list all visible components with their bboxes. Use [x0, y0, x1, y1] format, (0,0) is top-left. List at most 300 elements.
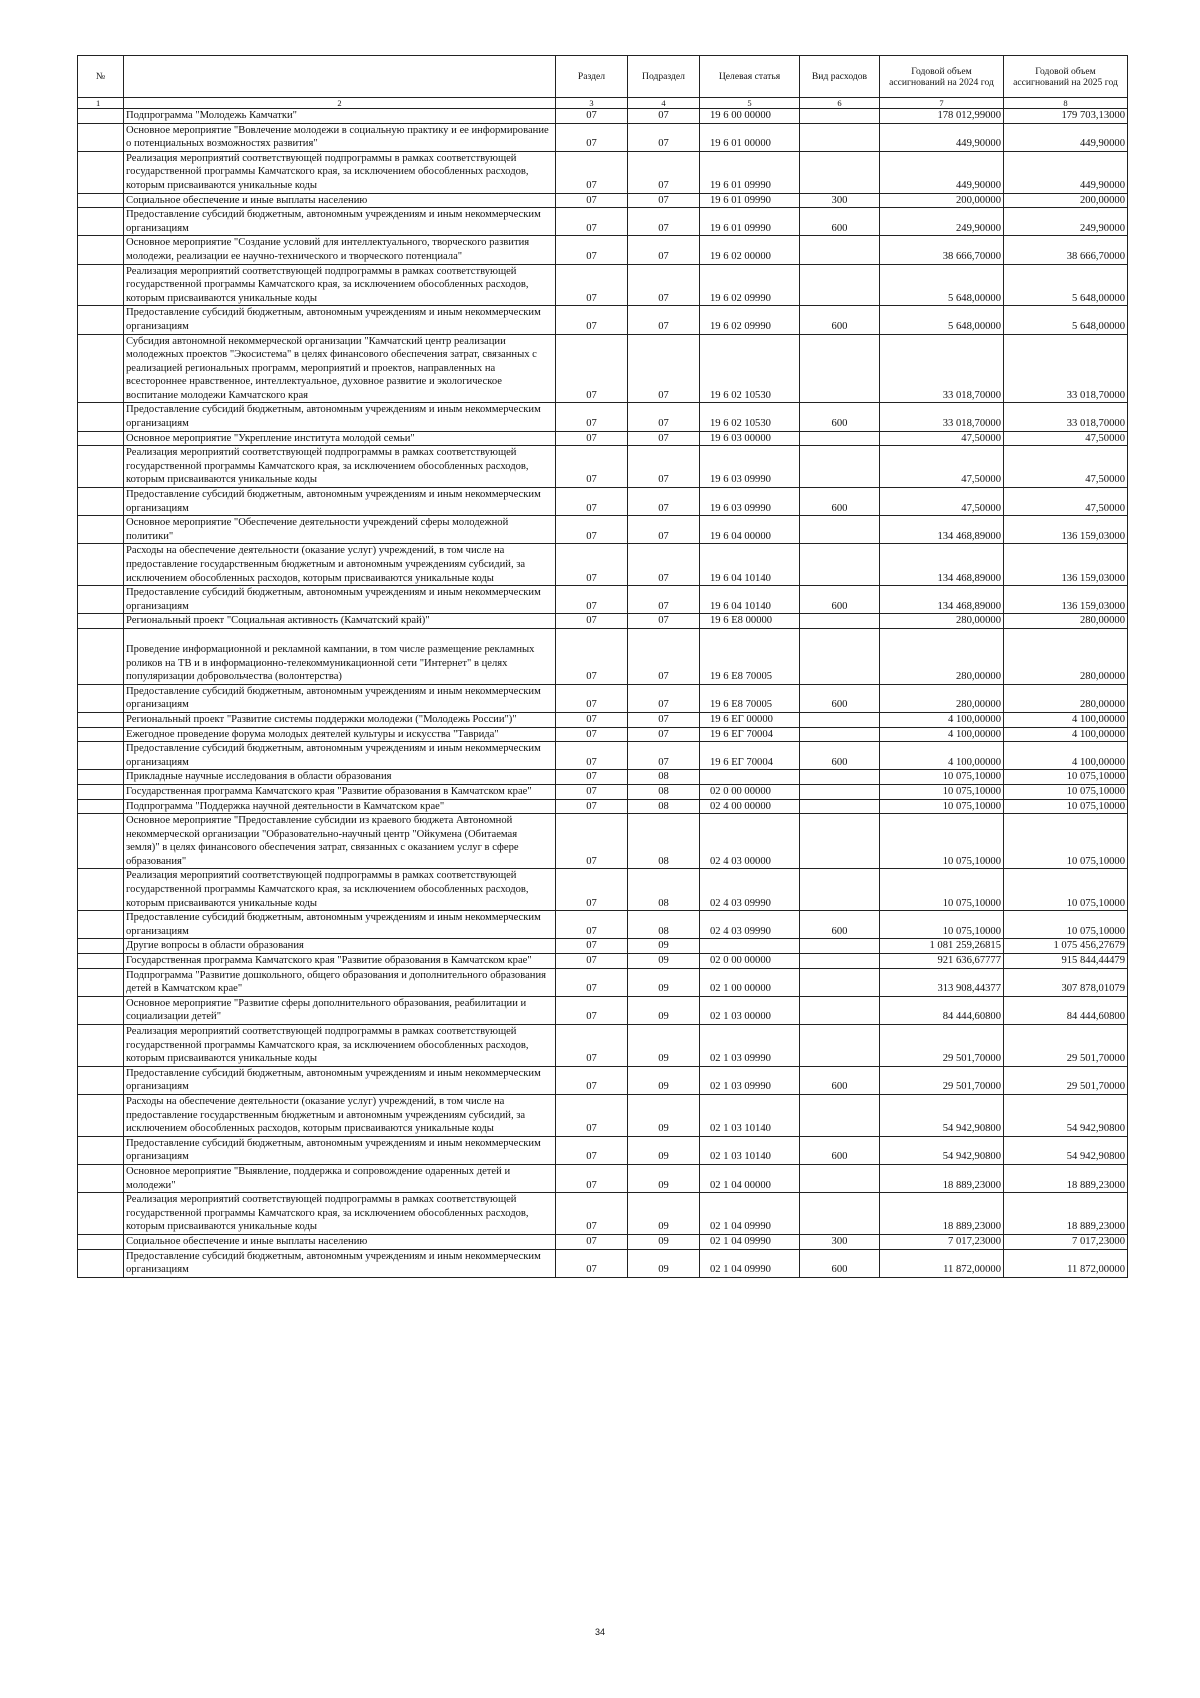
amount-2025-cell: 1 075 456,27679	[1004, 939, 1128, 954]
section-code-cell: 07	[556, 1193, 628, 1235]
row-number-cell	[78, 1094, 124, 1136]
amount-2024-cell: 4 100,00000	[880, 727, 1004, 742]
amount-2024-cell: 134 468,89000	[880, 544, 1004, 586]
amount-2024-cell: 10 075,10000	[880, 869, 1004, 911]
target-article-cell: 19 6 EГ 00000	[700, 712, 800, 727]
amount-2024-cell: 18 889,23000	[880, 1164, 1004, 1192]
header-section: Раздел	[556, 56, 628, 98]
table-row	[78, 799, 1128, 814]
target-article-cell	[700, 770, 800, 785]
row-name-cell: Предоставление субсидий бюджетным, автономным учреждениям и иным некоммерческим организациям	[124, 306, 556, 334]
expense-kind-cell: 600	[800, 208, 880, 236]
amount-2024-cell: 249,90000	[880, 208, 1004, 236]
amount-2025-cell: 136 159,03000	[1004, 516, 1128, 544]
amount-2025-cell: 38 666,70000	[1004, 236, 1128, 264]
expense-kind-cell: 600	[800, 911, 880, 939]
amount-2025-cell: 449,90000	[1004, 123, 1128, 151]
row-number-cell	[78, 712, 124, 727]
table-row	[78, 488, 1128, 516]
table-row	[78, 403, 1128, 431]
subsection-code-cell: 07	[628, 727, 700, 742]
row-name-cell: Основное мероприятие "Развитие сферы дополнительного образования, реабилитации и социализации детей"	[124, 996, 556, 1024]
expense-kind-cell: 600	[800, 742, 880, 770]
table-row	[78, 1025, 1128, 1067]
section-code-cell: 07	[556, 742, 628, 770]
table-row	[78, 814, 1128, 869]
subsection-code-cell: 09	[628, 1164, 700, 1192]
row-number-cell	[78, 968, 124, 996]
amount-2024-cell: 29 501,70000	[880, 1025, 1004, 1067]
row-name-cell: Ежегодное проведение форума молодых деятелей культуры и искусства "Таврида"	[124, 727, 556, 742]
amount-2024-cell: 134 468,89000	[880, 516, 1004, 544]
table-row	[78, 869, 1128, 911]
expense-kind-cell	[800, 712, 880, 727]
section-code-cell: 07	[556, 151, 628, 193]
row-number-cell	[78, 814, 124, 869]
target-article-cell	[700, 939, 800, 954]
amount-2025-cell: 449,90000	[1004, 151, 1128, 193]
table-row	[78, 742, 1128, 770]
expense-kind-cell: 600	[800, 403, 880, 431]
row-number-cell	[78, 516, 124, 544]
subsection-code-cell: 09	[628, 1136, 700, 1164]
amount-2025-cell: 10 075,10000	[1004, 814, 1128, 869]
expense-kind-cell: 600	[800, 306, 880, 334]
row-name-cell: Другие вопросы в области образования	[124, 939, 556, 954]
amount-2025-cell: 136 159,03000	[1004, 586, 1128, 614]
target-article-cell: 02 4 03 00000	[700, 814, 800, 869]
amount-2024-cell: 10 075,10000	[880, 770, 1004, 785]
amount-2025-cell: 18 889,23000	[1004, 1193, 1128, 1235]
section-code-cell: 07	[556, 334, 628, 403]
row-number-cell	[78, 684, 124, 712]
target-article-cell: 19 6 02 10530	[700, 403, 800, 431]
subsection-code-cell: 09	[628, 1025, 700, 1067]
subsection-code-cell: 07	[628, 684, 700, 712]
table-row	[78, 1193, 1128, 1235]
target-article-cell: 19 6 04 00000	[700, 516, 800, 544]
target-article-cell: 02 1 04 09990	[700, 1249, 800, 1277]
row-number-cell	[78, 911, 124, 939]
table-row	[78, 151, 1128, 193]
expense-kind-cell: 300	[800, 193, 880, 208]
target-article-cell: 19 6 03 09990	[700, 488, 800, 516]
section-code-cell: 07	[556, 1234, 628, 1249]
table-row	[78, 628, 1128, 684]
row-number-cell	[78, 628, 124, 684]
row-name-cell: Основное мероприятие "Создание условий для интеллектуального, творческого развития молодежи, реализации ее научно-технического и творческого потенциала"	[124, 236, 556, 264]
amount-2025-cell: 10 075,10000	[1004, 770, 1128, 785]
table-row	[78, 939, 1128, 954]
amount-2024-cell: 47,50000	[880, 446, 1004, 488]
row-number-cell	[78, 614, 124, 629]
column-number: 5	[700, 98, 800, 109]
amount-2024-cell: 280,00000	[880, 684, 1004, 712]
target-article-cell: 02 1 03 09990	[700, 1066, 800, 1094]
expense-kind-cell	[800, 334, 880, 403]
target-article-cell: 02 1 03 09990	[700, 1025, 800, 1067]
column-number: 2	[124, 98, 556, 109]
table-row	[78, 264, 1128, 306]
row-name-cell: Региональный проект "Социальная активность (Камчатский край)"	[124, 614, 556, 629]
amount-2024-cell: 4 100,00000	[880, 742, 1004, 770]
amount-2024-cell: 1 081 259,26815	[880, 939, 1004, 954]
section-code-cell: 07	[556, 727, 628, 742]
row-name-cell: Государственная программа Камчатского края "Развитие образования в Камчатском крае"	[124, 954, 556, 969]
expense-kind-cell	[800, 151, 880, 193]
table-row	[78, 193, 1128, 208]
row-number-cell	[78, 784, 124, 799]
row-name-cell: Основное мероприятие "Выявление, поддержка и сопровождение одаренных детей и молодежи"	[124, 1164, 556, 1192]
column-number: 3	[556, 98, 628, 109]
section-code-cell: 07	[556, 488, 628, 516]
column-number: 4	[628, 98, 700, 109]
table-row	[78, 446, 1128, 488]
subsection-code-cell: 07	[628, 742, 700, 770]
expense-kind-cell: 300	[800, 1234, 880, 1249]
amount-2024-cell: 313 908,44377	[880, 968, 1004, 996]
row-name-cell: Основное мероприятие "Предоставление субсидии из краевого бюджета Автономной некоммерческой организации "Образовательно-научный центр "Ойкумена (Обитаемая земля)" в целях финансового обеспечения затрат, связанных с оказанием услуг в сфере образования"	[124, 814, 556, 869]
table-row	[78, 123, 1128, 151]
target-article-cell: 19 6 00 00000	[700, 109, 800, 124]
section-code-cell: 07	[556, 264, 628, 306]
expense-kind-cell	[800, 614, 880, 629]
expense-kind-cell	[800, 1164, 880, 1192]
expense-kind-cell	[800, 939, 880, 954]
amount-2025-cell: 5 648,00000	[1004, 306, 1128, 334]
row-number-cell	[78, 770, 124, 785]
table-row	[78, 431, 1128, 446]
amount-2024-cell: 18 889,23000	[880, 1193, 1004, 1235]
amount-2024-cell: 5 648,00000	[880, 264, 1004, 306]
amount-2024-cell: 280,00000	[880, 614, 1004, 629]
target-article-cell: 02 1 03 10140	[700, 1094, 800, 1136]
section-code-cell: 07	[556, 784, 628, 799]
amount-2024-cell: 7 017,23000	[880, 1234, 1004, 1249]
header-number: №	[78, 56, 124, 98]
row-number-cell	[78, 446, 124, 488]
row-name-cell: Подпрограмма "Развитие дошкольного, общего образования и дополнительного образования детей в Камчатском крае"	[124, 968, 556, 996]
section-code-cell: 07	[556, 236, 628, 264]
section-code-cell: 07	[556, 446, 628, 488]
subsection-code-cell: 07	[628, 544, 700, 586]
section-code-cell: 07	[556, 193, 628, 208]
table-row	[78, 334, 1128, 403]
subsection-code-cell: 07	[628, 431, 700, 446]
amount-2025-cell: 33 018,70000	[1004, 334, 1128, 403]
subsection-code-cell: 07	[628, 236, 700, 264]
row-number-cell	[78, 193, 124, 208]
amount-2025-cell: 29 501,70000	[1004, 1066, 1128, 1094]
target-article-cell: 19 6 01 09990	[700, 208, 800, 236]
section-code-cell: 07	[556, 996, 628, 1024]
subsection-code-cell: 07	[628, 614, 700, 629]
row-name-cell: Предоставление субсидий бюджетным, автономным учреждениям и иным некоммерческим организациям	[124, 488, 556, 516]
row-name-cell: Основное мероприятие "Укрепление института молодой семьи"	[124, 431, 556, 446]
expense-kind-cell	[800, 109, 880, 124]
subsection-code-cell: 07	[628, 488, 700, 516]
expense-kind-cell	[800, 814, 880, 869]
column-number-row	[78, 98, 1128, 109]
amount-2024-cell: 47,50000	[880, 488, 1004, 516]
expense-kind-cell	[800, 264, 880, 306]
header-subsection: Подраздел	[628, 56, 700, 98]
expense-kind-cell	[800, 123, 880, 151]
target-article-cell: 19 6 03 09990	[700, 446, 800, 488]
row-number-cell	[78, 208, 124, 236]
row-name-cell: Социальное обеспечение и иные выплаты населению	[124, 193, 556, 208]
target-article-cell: 19 6 02 10530	[700, 334, 800, 403]
row-name-cell: Прикладные научные исследования в области образования	[124, 770, 556, 785]
row-number-cell	[78, 151, 124, 193]
section-code-cell: 07	[556, 770, 628, 785]
section-code-cell: 07	[556, 712, 628, 727]
amount-2024-cell: 33 018,70000	[880, 334, 1004, 403]
table-row	[78, 306, 1128, 334]
amount-2025-cell: 10 075,10000	[1004, 869, 1128, 911]
amount-2025-cell: 4 100,00000	[1004, 712, 1128, 727]
target-article-cell: 02 1 04 09990	[700, 1234, 800, 1249]
subsection-code-cell: 09	[628, 968, 700, 996]
amount-2024-cell: 178 012,99000	[880, 109, 1004, 124]
subsection-code-cell: 07	[628, 712, 700, 727]
amount-2024-cell: 134 468,89000	[880, 586, 1004, 614]
subsection-code-cell: 07	[628, 334, 700, 403]
table-row	[78, 1066, 1128, 1094]
amount-2025-cell: 84 444,60800	[1004, 996, 1128, 1024]
amount-2025-cell: 10 075,10000	[1004, 784, 1128, 799]
row-number-cell	[78, 1234, 124, 1249]
expense-kind-cell: 600	[800, 1136, 880, 1164]
row-number-cell	[78, 586, 124, 614]
amount-2024-cell: 4 100,00000	[880, 712, 1004, 727]
target-article-cell: 19 6 E8 00000	[700, 614, 800, 629]
expense-kind-cell	[800, 954, 880, 969]
expense-kind-cell: 600	[800, 684, 880, 712]
row-name-cell: Реализация мероприятий соответствующей подпрограммы в рамках соответствующей государственной программы Камчатского края, за исключением обособленных расходов, которым присваиваются уникальные коды	[124, 869, 556, 911]
amount-2025-cell: 54 942,90800	[1004, 1094, 1128, 1136]
row-name-cell: Реализация мероприятий соответствующей подпрограммы в рамках соответствующей государственной программы Камчатского края, за исключением обособленных расходов, которым присваиваются уникальные коды	[124, 1025, 556, 1067]
target-article-cell: 19 6 01 09990	[700, 193, 800, 208]
table-row	[78, 712, 1128, 727]
table-row	[78, 770, 1128, 785]
amount-2024-cell: 10 075,10000	[880, 784, 1004, 799]
expense-kind-cell	[800, 544, 880, 586]
amount-2024-cell: 84 444,60800	[880, 996, 1004, 1024]
amount-2025-cell: 179 703,13000	[1004, 109, 1128, 124]
subsection-code-cell: 09	[628, 954, 700, 969]
row-number-cell	[78, 403, 124, 431]
expense-kind-cell	[800, 431, 880, 446]
target-article-cell: 19 6 03 00000	[700, 431, 800, 446]
table-row	[78, 1136, 1128, 1164]
amount-2024-cell: 921 636,67777	[880, 954, 1004, 969]
row-number-cell	[78, 799, 124, 814]
row-number-cell	[78, 1025, 124, 1067]
target-article-cell: 19 6 04 10140	[700, 544, 800, 586]
table-row	[78, 586, 1128, 614]
subsection-code-cell: 08	[628, 784, 700, 799]
subsection-code-cell: 08	[628, 911, 700, 939]
section-code-cell: 07	[556, 306, 628, 334]
expense-kind-cell	[800, 784, 880, 799]
amount-2024-cell: 29 501,70000	[880, 1066, 1004, 1094]
row-name-cell: Предоставление субсидий бюджетным, автономным учреждениям и иным некоммерческим организациям	[124, 1136, 556, 1164]
row-number-cell	[78, 727, 124, 742]
target-article-cell: 02 1 04 00000	[700, 1164, 800, 1192]
subsection-code-cell: 07	[628, 109, 700, 124]
row-name-cell: Предоставление субсидий бюджетным, автономным учреждениям и иным некоммерческим организациям	[124, 1249, 556, 1277]
row-name-cell: Предоставление субсидий бюджетным, автономным учреждениям и иным некоммерческим организациям	[124, 684, 556, 712]
section-code-cell: 07	[556, 208, 628, 236]
header-volume-2025: Годовой объем ассигнований на 2025 год	[1004, 56, 1128, 98]
row-name-cell: Субсидия автономной некоммерческой организации "Камчатский центр реализации молодежных проектов "Экосистема" в целях финансового обеспечения затрат, связанных с реализацией региональных программ, мероприятий и проектов, направленных на всестороннее нравственное, интеллектуальное, духовное развитие и экологическое воспитание молодежи Камчатского края	[124, 334, 556, 403]
target-article-cell: 02 1 04 09990	[700, 1193, 800, 1235]
amount-2025-cell: 4 100,00000	[1004, 742, 1128, 770]
subsection-code-cell: 09	[628, 939, 700, 954]
section-code-cell: 07	[556, 911, 628, 939]
section-code-cell: 07	[556, 403, 628, 431]
subsection-code-cell: 07	[628, 264, 700, 306]
row-name-cell: Реализация мероприятий соответствующей подпрограммы в рамках соответствующей государственной программы Камчатского края, за исключением обособленных расходов, которым присваиваются уникальные коды	[124, 1193, 556, 1235]
expense-kind-cell: 600	[800, 488, 880, 516]
header-row	[78, 56, 1128, 98]
section-code-cell: 07	[556, 799, 628, 814]
row-name-cell: Региональный проект "Развитие системы поддержки молодежи ("Молодежь России")"	[124, 712, 556, 727]
row-name-cell: Предоставление субсидий бюджетным, автономным учреждениям и иным некоммерческим организациям	[124, 208, 556, 236]
amount-2025-cell: 18 889,23000	[1004, 1164, 1128, 1192]
row-number-cell	[78, 939, 124, 954]
header-name	[124, 56, 556, 98]
subsection-code-cell: 09	[628, 1234, 700, 1249]
section-code-cell: 07	[556, 544, 628, 586]
target-article-cell: 19 6 EГ 70004	[700, 727, 800, 742]
table-row	[78, 727, 1128, 742]
amount-2024-cell: 200,00000	[880, 193, 1004, 208]
header-volume-2024: Годовой объем ассигнований на 2024 год	[880, 56, 1004, 98]
target-article-cell: 02 4 03 09990	[700, 869, 800, 911]
row-number-cell	[78, 1136, 124, 1164]
expense-kind-cell	[800, 236, 880, 264]
amount-2025-cell: 47,50000	[1004, 446, 1128, 488]
row-name-cell: Государственная программа Камчатского края "Развитие образования в Камчатском крае"	[124, 784, 556, 799]
row-name-cell: Предоставление субсидий бюджетным, автономным учреждениям и иным некоммерческим организациям	[124, 586, 556, 614]
table-row	[78, 1249, 1128, 1277]
header-target-article: Целевая статья	[700, 56, 800, 98]
expense-kind-cell	[800, 1025, 880, 1067]
amount-2024-cell: 5 648,00000	[880, 306, 1004, 334]
row-number-cell	[78, 306, 124, 334]
target-article-cell: 02 1 00 00000	[700, 968, 800, 996]
budget-allocation-table	[77, 55, 1128, 1278]
table-row	[78, 1164, 1128, 1192]
row-number-cell	[78, 954, 124, 969]
row-name-cell: Социальное обеспечение и иные выплаты населению	[124, 1234, 556, 1249]
expense-kind-cell	[800, 727, 880, 742]
amount-2025-cell: 47,50000	[1004, 488, 1128, 516]
expense-kind-cell: 600	[800, 1066, 880, 1094]
section-code-cell: 07	[556, 614, 628, 629]
subsection-code-cell: 07	[628, 628, 700, 684]
target-article-cell: 02 4 03 09990	[700, 911, 800, 939]
target-article-cell: 19 6 01 00000	[700, 123, 800, 151]
amount-2024-cell: 47,50000	[880, 431, 1004, 446]
target-article-cell: 19 6 02 09990	[700, 306, 800, 334]
target-article-cell: 19 6 E8 70005	[700, 684, 800, 712]
subsection-code-cell: 07	[628, 306, 700, 334]
amount-2025-cell: 33 018,70000	[1004, 403, 1128, 431]
target-article-cell: 19 6 02 09990	[700, 264, 800, 306]
row-number-cell	[78, 1249, 124, 1277]
page-number: 34	[594, 1627, 605, 1637]
amount-2024-cell: 280,00000	[880, 628, 1004, 684]
row-name-cell: Предоставление субсидий бюджетным, автономным учреждениям и иным некоммерческим организациям	[124, 1066, 556, 1094]
target-article-cell: 19 6 02 00000	[700, 236, 800, 264]
row-number-cell	[78, 869, 124, 911]
target-article-cell: 02 1 03 10140	[700, 1136, 800, 1164]
row-number-cell	[78, 236, 124, 264]
subsection-code-cell: 09	[628, 996, 700, 1024]
section-code-cell: 07	[556, 954, 628, 969]
table-row	[78, 208, 1128, 236]
table-row	[78, 516, 1128, 544]
amount-2025-cell: 11 872,00000	[1004, 1249, 1128, 1277]
amount-2024-cell: 33 018,70000	[880, 403, 1004, 431]
target-article-cell: 02 1 03 00000	[700, 996, 800, 1024]
amount-2024-cell: 11 872,00000	[880, 1249, 1004, 1277]
amount-2025-cell: 10 075,10000	[1004, 799, 1128, 814]
amount-2024-cell: 449,90000	[880, 151, 1004, 193]
target-article-cell: 02 0 00 00000	[700, 954, 800, 969]
section-code-cell: 07	[556, 628, 628, 684]
table-row	[78, 911, 1128, 939]
amount-2025-cell: 915 844,44479	[1004, 954, 1128, 969]
section-code-cell: 07	[556, 431, 628, 446]
subsection-code-cell: 08	[628, 770, 700, 785]
amount-2025-cell: 5 648,00000	[1004, 264, 1128, 306]
budget-table-sheet	[77, 55, 1127, 1278]
section-code-cell: 07	[556, 586, 628, 614]
subsection-code-cell: 08	[628, 799, 700, 814]
subsection-code-cell: 08	[628, 869, 700, 911]
expense-kind-cell	[800, 996, 880, 1024]
table-row	[78, 109, 1128, 124]
column-number: 1	[78, 98, 124, 109]
row-name-cell: Предоставление субсидий бюджетным, автономным учреждениям и иным некоммерческим организациям	[124, 911, 556, 939]
row-number-cell	[78, 742, 124, 770]
expense-kind-cell: 600	[800, 1249, 880, 1277]
row-number-cell	[78, 1193, 124, 1235]
header-expense-kind: Вид расходов	[800, 56, 880, 98]
section-code-cell: 07	[556, 1066, 628, 1094]
subsection-code-cell: 07	[628, 586, 700, 614]
table-row	[78, 784, 1128, 799]
amount-2025-cell: 7 017,23000	[1004, 1234, 1128, 1249]
expense-kind-cell	[800, 516, 880, 544]
row-name-cell: Расходы на обеспечение деятельности (оказание услуг) учреждений, в том числе на предоставление государственным бюджетным и автономным учреждениям субсидий, за исключением обособленных расходов, которым присваиваются уникальные коды	[124, 544, 556, 586]
subsection-code-cell: 09	[628, 1094, 700, 1136]
row-number-cell	[78, 264, 124, 306]
row-number-cell	[78, 123, 124, 151]
target-article-cell: 02 4 00 00000	[700, 799, 800, 814]
subsection-code-cell: 09	[628, 1249, 700, 1277]
amount-2025-cell: 249,90000	[1004, 208, 1128, 236]
amount-2025-cell: 307 878,01079	[1004, 968, 1128, 996]
section-code-cell: 07	[556, 123, 628, 151]
section-code-cell: 07	[556, 516, 628, 544]
amount-2025-cell: 280,00000	[1004, 628, 1128, 684]
subsection-code-cell: 07	[628, 208, 700, 236]
